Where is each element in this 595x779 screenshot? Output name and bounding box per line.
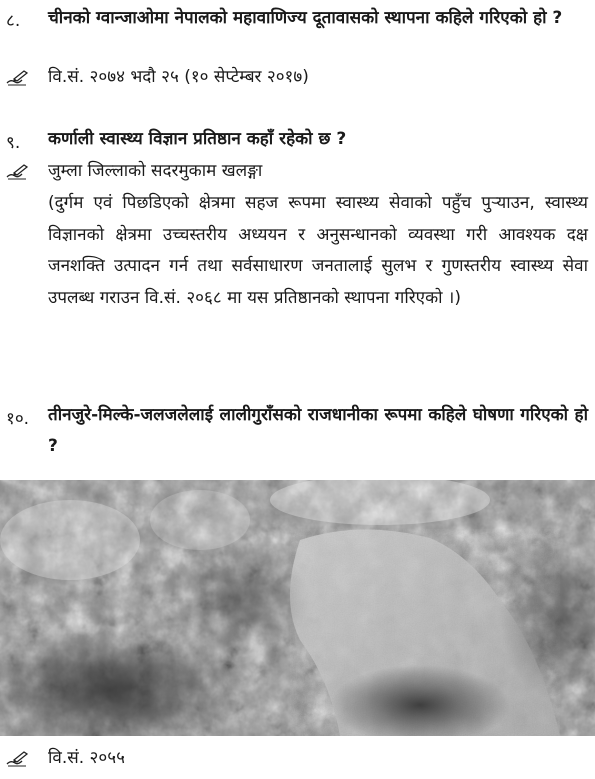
pen-writing-icon (6, 70, 28, 86)
pen-writing-icon (6, 164, 28, 180)
answer-note: (दुर्गम एवं पिछडिएको क्षेत्रमा सहज रूपमा स्वास्थ्य सेवाको पहुँच पुर्‍याउन, स्वास्थ्य विज्ञानको क्षेत्रमा उच्चस्तरीय अध्ययन र अनुसन्धानको व्यवस्था गरी आवश्यक दक्ष जनशक्ति उत्पादन गर्न तथा सर्वसाधारण जनतालाई सुलभ र गुणस्तरीय स्वास्थ्य सेवा उपलब्ध गराउन वि.सं. २०६८ मा यस प्रतिष्ठानको स्थापना गरिएको ।) (48, 193, 588, 308)
question-number: ९. (6, 133, 21, 153)
pen-writing-icon (6, 751, 28, 767)
question-text: कर्णाली स्वास्थ्य विज्ञान प्रतिष्ठान कहाँ रहेको छ ? (48, 129, 347, 149)
question-number: १०. (6, 409, 30, 429)
question-text: तीनजुरे-मिल्के-जलजलेलाई लालीगुराँसको राजधानीका रूपमा कहिले घोषणा गरिएको हो ? (48, 405, 588, 456)
forest-landscape-photo (0, 480, 595, 736)
question-number: ८. (6, 11, 21, 31)
answer-text: वि.सं. २०५५ (48, 748, 125, 768)
answer-text: वि.सं. २०७४ भदौ २५ (१० सेप्टेम्बर २०१७) (48, 67, 309, 87)
question-text: चीनको ग्वान्जाओमा नेपालको महावाणिज्य दूतावासको स्थापना कहिले गरिएको हो ? (48, 8, 563, 28)
answer-text: जुम्ला जिल्लाको सदरमुकाम खलङ्गा (48, 161, 263, 181)
